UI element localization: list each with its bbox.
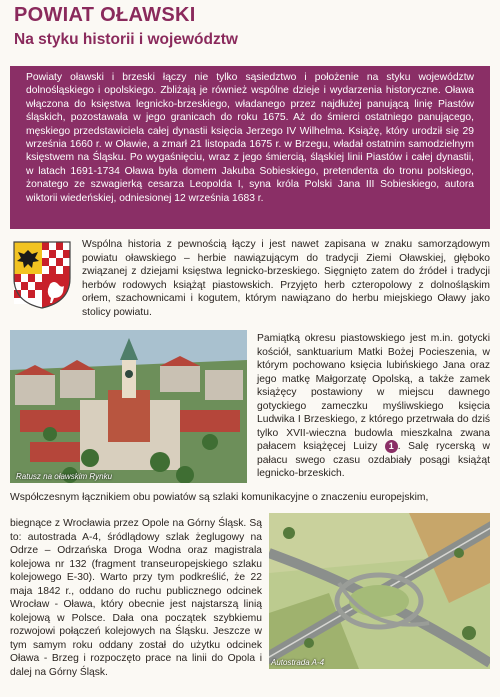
coat-of-arms-icon bbox=[12, 240, 72, 310]
town-hall-illustration bbox=[10, 330, 247, 483]
motorway-illustration bbox=[269, 513, 490, 669]
page-subtitle: Na styku historii i województw bbox=[14, 31, 238, 48]
motorway-caption: Autostrada A-4 bbox=[271, 658, 325, 667]
paragraph-piast-text-end: . Salę rycerską w pałacu swego czasu ozdabiały posągi książąt legnicko-brzeskich. bbox=[257, 441, 490, 480]
paragraph-piast-heritage bbox=[257, 332, 490, 481]
page-title: POWIAT OŁAWSKI bbox=[14, 4, 196, 26]
paragraph-transport: biegnące z Wrocławia przez Opole na Górny Śląsk. Są to: autostrada A-4, śródlądowy szlak żeglugowy na Odrze – Odrzańska Droga Wodna oraz magistrala kolejowa nr 132 (fragment transeuropejskiego szlaku kolejowego E-30). Warto przy tym podkreślić, że 22 maja 1842 r., oddano do ruchu publicznego odcinek Wrocław - Oława, który obecnie jest najstarszą linią kolejową w Polsce. Dała ona początek szybkiemu rozwojowi połączeń kolejowych na Śląsku. Jeszcze w tym samym roku oddany został do użytku odcinek Oława - Brzeg i rozpoczęto prace na linii do Opola i dalej na Górny Śląsk. bbox=[10, 518, 262, 678]
intro-box: Powiaty oławski i brzeski łączy nie tylko sąsiedztwo i położenie na styku województw dolnośląskiego i opolskiego. Zbliżają je również wspólne dzieje i wydarzenia historyczne. Oława włączona do księstwa legnicko-brzeskiego, władanego przez najdłużej panującą linię Piastów śląskich, pozostawała w jego granicach do roku 1675. Aż do śmierci ostatniego panującego, męskiego przedstawiciela całej dynastii księcia Jerzego IV Wilhelma. Książę, który urodził się 29 września 1660 r. w Oławie, a zmarł 21 listopada 1675 r. w Brzegu, władał ostatnim samodzielnym księstwem na Śląsku. Po wygaśnięciu, wraz z jego śmiercią, śląskiej linii Piastów i całej dynastii, w latach 1691-1734 Oława była domem Jakuba Sobieskiego, pretendenta do tronu polskiego, żonatego ze szwagierką cesarza Leopolda I, syna króla Polski Jana III Sobieskiego, autora wiktorii wiedeńskiej, odniesionej 12 września 1683 r. bbox=[10, 66, 490, 229]
paragraph-transport-intro: Współczesnym łącznikiem obu powiatów są szlaki komunikacyjne o znaczeniu europejskim, bbox=[10, 492, 429, 503]
motorway-photo bbox=[269, 513, 490, 669]
town-hall-photo bbox=[10, 330, 247, 483]
paragraph-coat-of-arms: Wspólna historia z pewnością łączy i jest nawet zapisana w znaku samorządowym powiatu oławskiego – herbie nawiązującym do tradycji Ziemi Oławskiej, głęboko związanej z dziejami księstwa legnicko-brzeskiego. Sięgnięto zatem do źródeł i tradycji herbów rodowych książąt piastowskich. Przyjęto herb czteropolowy z dolnośląskim orłem, szachownicami i kogutem, którym nawiązano do herbu miejskiego Oławy jako stolicy powiatu. bbox=[82, 239, 490, 318]
paragraph-piast-text: Pamiątką okresu piastowskiego jest m.in. gotycki kościół, sanktuarium Matki Bożej Pocieszenia, w którym pochowano księcia lubińskiego Jana oraz jego matkę Małgorzatę Opolską, a także zamek książęcy postawiony w miejscu dawnego gotyckiego zameczku myśliwskiego księcia Ludwika I Brzeskiego, z którego przetrwała do dziś tylko XVII-wieczna budowla mieszkalna zwana pałacem książęcej Luizy bbox=[257, 333, 490, 453]
town-hall-caption: Ratusz na oławskim Rynku bbox=[16, 472, 113, 481]
reference-badge: 1 bbox=[385, 440, 398, 453]
